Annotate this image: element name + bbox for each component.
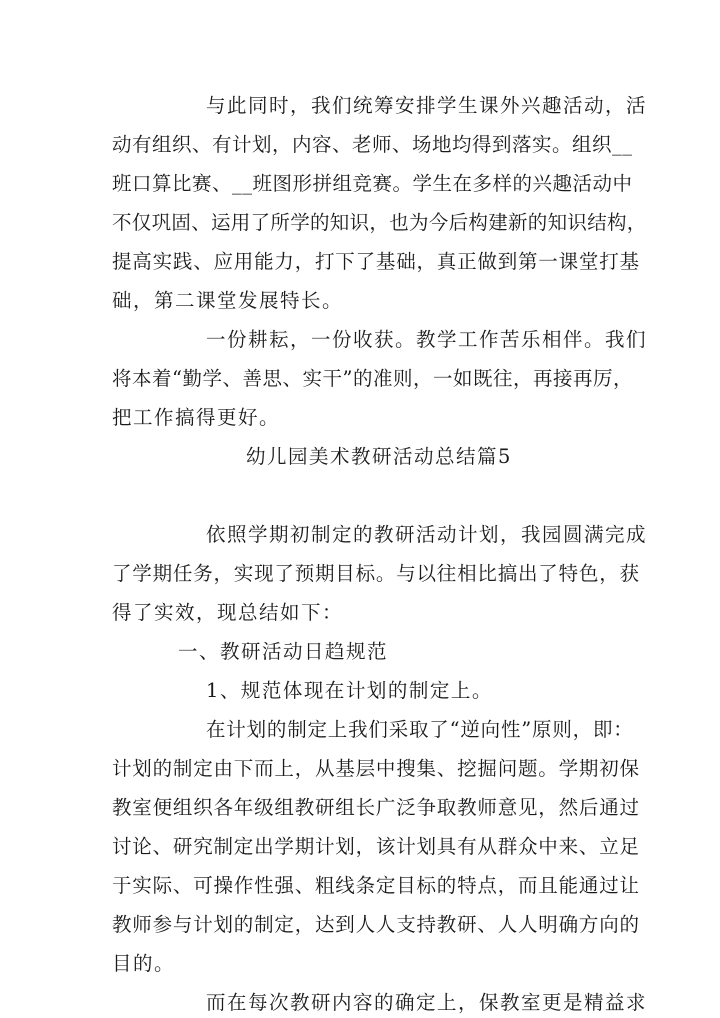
section-heading: 幼儿园美术教研活动总结篇5 xyxy=(246,445,512,468)
text-line: 不仅巩固、运用了所学的知识，也为今后构建新的知识结构， xyxy=(112,211,647,234)
text-line: 班口算比赛、__班图形拼组竞赛。学生在多样的兴趣活动中 xyxy=(112,172,633,195)
text-line: 与此同时，我们统筹安排学生课外兴趣活动，活 xyxy=(206,94,648,117)
text-line: 将本着“勤学、善思、实干”的准则，一如既往，再接再厉， xyxy=(112,367,633,390)
text-line: 础，第二课堂发展特长。 xyxy=(112,289,344,312)
text-line: 教室便组织各年级组教研组长广泛争取教师意见，然后通过 xyxy=(112,796,640,819)
text-line: 了学期任务，实现了预期目标。与以往相比搞出了特色，获 xyxy=(112,562,640,585)
text-line: 一份耕耘，一份收获。教学工作苦乐相伴。我们 xyxy=(206,328,648,351)
text-line: 目的。 xyxy=(112,952,176,975)
text-line: 提高实践、应用能力，打下了基础，真正做到第一课堂打基 xyxy=(112,250,640,273)
text-line: 依照学期初制定的教研活动计划，我园圆满完成 xyxy=(206,523,648,546)
subsection-heading: 一、教研活动日趋规范 xyxy=(178,640,389,663)
text-line: 在计划的制定上我们采取了“逆向性”原则，即： xyxy=(206,718,634,741)
text-line: 教师参与计划的制定，达到人人支持教研、人人明确方向的 xyxy=(112,913,640,936)
text-line: 把工作搞得更好。 xyxy=(112,406,281,429)
text-line: 动有组织、有计划，内容、老师、场地均得到落实。组织__ xyxy=(112,133,633,156)
subsection-item: 1、规范体现在计划的制定上。 xyxy=(206,679,493,702)
text-line: 计划的制定由下而上，从基层中搜集、挖掘问题。学期初保 xyxy=(112,757,640,780)
text-line: 而在每次教研内容的确定上，保教室更是精益求 xyxy=(206,991,648,1014)
text-line: 讨论、研究制定出学期计划，该计划具有从群众中来、立足 xyxy=(112,835,640,858)
text-line: 于实际、可操作性强、粗线条定目标的特点，而且能通过让 xyxy=(112,874,640,897)
text-line: 得了实效，现总结如下： xyxy=(112,601,344,624)
